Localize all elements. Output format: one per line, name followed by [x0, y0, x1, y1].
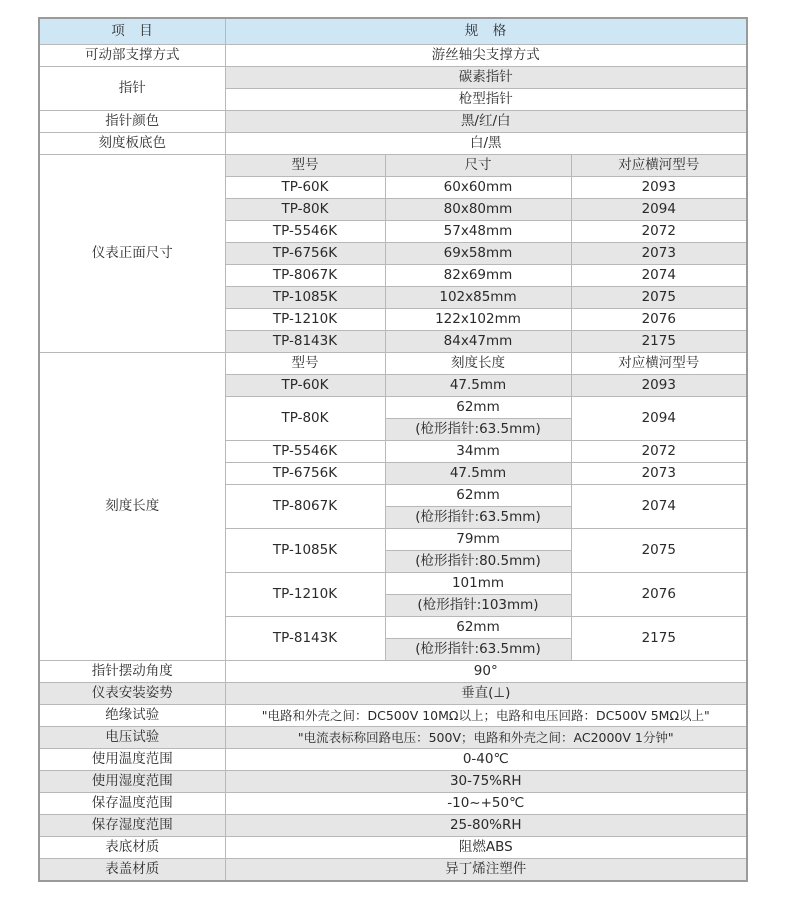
- column-header: 对应横河型号: [571, 155, 747, 177]
- row-label: 保存湿度范围: [39, 815, 225, 837]
- yokogawa-cell: 2093: [571, 375, 747, 397]
- row-value: 白/黑: [225, 133, 747, 155]
- column-header: 型号: [225, 155, 385, 177]
- row-label: 表底材质: [39, 837, 225, 859]
- yokogawa-cell: 2073: [571, 463, 747, 485]
- row-value: 30-75%RH: [225, 771, 747, 793]
- row-value: 碳素指针: [225, 67, 747, 89]
- model-cell: TP-5546K: [225, 221, 385, 243]
- column-header: 对应横河型号: [571, 353, 747, 375]
- column-header: 型号: [225, 353, 385, 375]
- yokogawa-cell: 2076: [571, 573, 747, 617]
- length-cell: 34mm: [385, 441, 571, 463]
- column-header: 刻度长度: [385, 353, 571, 375]
- spec-table: [38, 17, 748, 882]
- size-cell: 69x58mm: [385, 243, 571, 265]
- table-row: [39, 133, 747, 155]
- row-label: 电压试验: [39, 727, 225, 749]
- row-label: 指针颜色: [39, 111, 225, 133]
- yokogawa-cell: 2175: [571, 331, 747, 353]
- model-cell: TP-8067K: [225, 485, 385, 529]
- gun-length-cell: (枪形指针:63.5mm): [385, 507, 571, 529]
- row-label: 仪表正面尺寸: [39, 155, 225, 353]
- table-row: [39, 67, 747, 89]
- yokogawa-cell: 2075: [571, 287, 747, 309]
- row-value: 游丝轴尖支撑方式: [225, 45, 747, 67]
- size-cell: 82x69mm: [385, 265, 571, 287]
- size-cell: 102x85mm: [385, 287, 571, 309]
- model-cell: TP-8067K: [225, 265, 385, 287]
- length-cell: 62mm: [385, 397, 571, 419]
- table-row: [39, 793, 747, 815]
- yokogawa-cell: 2075: [571, 529, 747, 573]
- gun-length-cell: (枪形指针:80.5mm): [385, 551, 571, 573]
- model-cell: TP-60K: [225, 177, 385, 199]
- table-row: [39, 771, 747, 793]
- size-cell: 57x48mm: [385, 221, 571, 243]
- row-label: 绝缘试验: [39, 705, 225, 727]
- row-value: 0-40℃: [225, 749, 747, 771]
- table-row: [39, 727, 747, 749]
- yokogawa-cell: 2175: [571, 617, 747, 661]
- row-value: "电流表标称回路电压：500V；电路和外壳之间：AC2000V 1分钟": [225, 727, 747, 749]
- yokogawa-cell: 2093: [571, 177, 747, 199]
- model-cell: TP-5546K: [225, 441, 385, 463]
- model-cell: TP-1210K: [225, 309, 385, 331]
- row-value: 黑/红/白: [225, 111, 747, 133]
- table-row: [39, 111, 747, 133]
- model-cell: TP-1085K: [225, 287, 385, 309]
- length-cell: 47.5mm: [385, 375, 571, 397]
- row-label: 表盖材质: [39, 859, 225, 882]
- row-value: -10~+50℃: [225, 793, 747, 815]
- model-cell: TP-6756K: [225, 463, 385, 485]
- row-label: 刻度长度: [39, 353, 225, 661]
- table-header-row: [39, 18, 747, 45]
- length-cell: 62mm: [385, 485, 571, 507]
- row-value: 25-80%RH: [225, 815, 747, 837]
- row-label: 仪表安装姿势: [39, 683, 225, 705]
- model-cell: TP-60K: [225, 375, 385, 397]
- size-cell: 84x47mm: [385, 331, 571, 353]
- model-cell: TP-6756K: [225, 243, 385, 265]
- size-cell: 60x60mm: [385, 177, 571, 199]
- header-spec: 规 格: [225, 18, 747, 45]
- table-row: [39, 683, 747, 705]
- size-cell: 122x102mm: [385, 309, 571, 331]
- length-cell: 79mm: [385, 529, 571, 551]
- table-row: [39, 705, 747, 727]
- model-cell: TP-8143K: [225, 331, 385, 353]
- model-cell: TP-80K: [225, 199, 385, 221]
- size-cell: 80x80mm: [385, 199, 571, 221]
- row-label: 可动部支撑方式: [39, 45, 225, 67]
- front-size-header-row: [39, 155, 747, 177]
- yokogawa-cell: 2094: [571, 397, 747, 441]
- yokogawa-cell: 2072: [571, 441, 747, 463]
- row-label: 使用温度范围: [39, 749, 225, 771]
- yokogawa-cell: 2074: [571, 485, 747, 529]
- model-cell: TP-8143K: [225, 617, 385, 661]
- row-label: 指针: [39, 67, 225, 111]
- yokogawa-cell: 2072: [571, 221, 747, 243]
- gun-length-cell: (枪形指针:63.5mm): [385, 639, 571, 661]
- row-value: 90°: [225, 661, 747, 683]
- yokogawa-cell: 2073: [571, 243, 747, 265]
- table-row: [39, 859, 747, 882]
- scale-length-header-row: [39, 353, 747, 375]
- table-row: [39, 749, 747, 771]
- row-value: 阻燃ABS: [225, 837, 747, 859]
- yokogawa-cell: 2094: [571, 199, 747, 221]
- row-value: "电路和外壳之间：DC500V 10MΩ以上；电路和电压回路：DC500V 5MΩ以上": [225, 705, 747, 727]
- row-label: 指针摆动角度: [39, 661, 225, 683]
- table-row: [39, 815, 747, 837]
- row-label: 保存温度范围: [39, 793, 225, 815]
- gun-length-cell: (枪形指针:63.5mm): [385, 419, 571, 441]
- table-row: [39, 45, 747, 67]
- length-cell: 101mm: [385, 573, 571, 595]
- row-label: 刻度板底色: [39, 133, 225, 155]
- column-header: 尺寸: [385, 155, 571, 177]
- gun-length-cell: (枪形指针:103mm): [385, 595, 571, 617]
- model-cell: TP-1210K: [225, 573, 385, 617]
- row-value: 异丁烯注塑件: [225, 859, 747, 882]
- table-row: [39, 837, 747, 859]
- length-cell: 47.5mm: [385, 463, 571, 485]
- row-value: 枪型指针: [225, 89, 747, 111]
- table-row: [39, 661, 747, 683]
- yokogawa-cell: 2074: [571, 265, 747, 287]
- row-value: 垂直(⊥): [225, 683, 747, 705]
- model-cell: TP-1085K: [225, 529, 385, 573]
- model-cell: TP-80K: [225, 397, 385, 441]
- length-cell: 62mm: [385, 617, 571, 639]
- row-label: 使用湿度范围: [39, 771, 225, 793]
- header-item: 项 目: [39, 18, 225, 45]
- yokogawa-cell: 2076: [571, 309, 747, 331]
